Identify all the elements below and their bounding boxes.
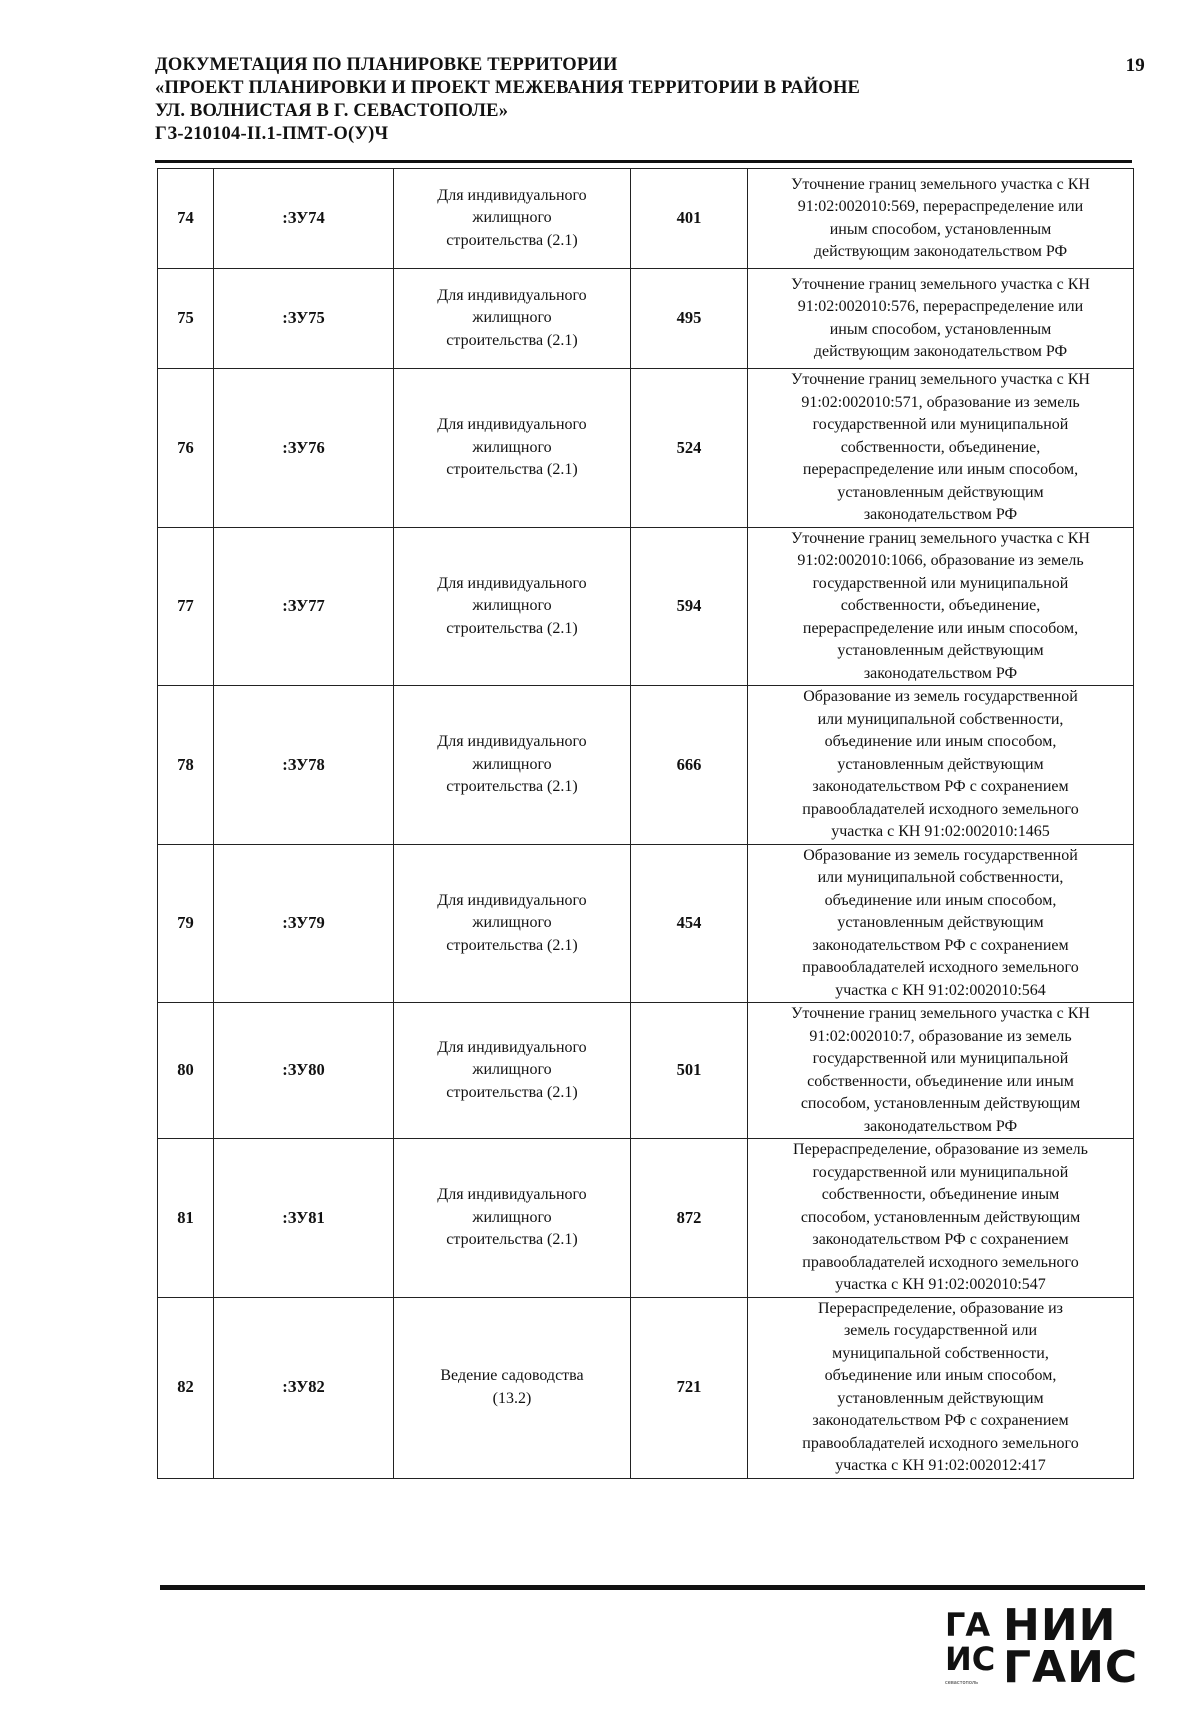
formation-method-line: участка с КН 91:02:002010:564 — [835, 981, 1046, 999]
land-use-line: строительства (2.1) — [446, 1231, 578, 1248]
land-use-cell — [394, 1003, 631, 1139]
plot-code-cell: :ЗУ81 — [214, 1139, 394, 1298]
formation-method-cell — [748, 844, 1134, 1003]
formation-method-cell — [748, 1003, 1134, 1139]
logo-mark-icon — [945, 1606, 996, 1678]
area-cell: 401 — [631, 169, 748, 269]
formation-method-line: Образование из земель государственной — [803, 846, 1078, 864]
formation-method-line: Перераспределение, образование из — [818, 1299, 1063, 1317]
area-cell: 594 — [631, 527, 748, 686]
land-use-cell — [394, 169, 631, 269]
land-use-line: строительства (2.1) — [446, 619, 578, 637]
plot-code-cell: :ЗУ82 — [214, 1297, 394, 1478]
area-cell: 872 — [631, 1139, 748, 1298]
land-use-line: строительства (2.1) — [446, 331, 578, 349]
table-row — [158, 1297, 1134, 1478]
area-cell: 495 — [631, 269, 748, 369]
formation-method-line: 91:02:002010:569, перераспределение или — [797, 198, 1084, 215]
land-use-cell — [394, 527, 631, 686]
formation-method-line: действующим законодательством РФ — [813, 243, 1068, 260]
formation-method-line: объединение или иным способом, — [824, 733, 1057, 750]
formation-method-cell — [748, 1297, 1134, 1478]
formation-method-line: установленным действующим — [837, 483, 1044, 501]
header-title-line-2: «ПРОЕКТ ПЛАНИРОВКИ И ПРОЕКТ МЕЖЕВАНИЯ ТЕРРИТОРИИ В РАЙОНЕ — [155, 78, 861, 98]
row-number-cell: 80 — [158, 1003, 214, 1139]
formation-method-line: участка с КН 91:02:002010:547 — [835, 1276, 1046, 1293]
plot-code-cell: :ЗУ76 — [214, 369, 394, 528]
formation-method-line: Перераспределение, образование из земель — [793, 1141, 1088, 1158]
formation-method-line: муниципальной собственности, — [832, 1344, 1049, 1362]
formation-method-line: или муниципальной собственности, — [817, 869, 1064, 886]
land-use-line: строительства (2.1) — [446, 936, 578, 954]
row-number-cell: 78 — [158, 686, 214, 845]
row-number-cell: 82 — [158, 1297, 214, 1478]
formation-method-cell — [748, 1139, 1134, 1298]
land-use-line: строительства (2.1) — [446, 231, 578, 249]
formation-method-cell — [748, 269, 1134, 369]
formation-method-line: собственности, объединение иным — [821, 1186, 1060, 1203]
formation-method-line: собственности, объединение, — [840, 597, 1041, 614]
formation-method-line: иным способом, установленным — [829, 320, 1052, 338]
table-row — [158, 1003, 1134, 1139]
formation-method-line: государственной или муниципальной — [812, 1050, 1069, 1067]
row-number-cell: 76 — [158, 369, 214, 528]
land-use-line: жилищного — [472, 755, 552, 773]
formation-method-line: перераспределение или иным способом, — [802, 461, 1079, 478]
row-number-cell: 75 — [158, 269, 214, 369]
formation-method-line: государственной или муниципальной — [812, 574, 1069, 592]
land-use-line: Для индивидуального — [437, 891, 587, 909]
formation-method-line: государственной или муниципальной — [812, 1163, 1069, 1181]
land-use-line: жилищного — [472, 1061, 552, 1079]
area-cell: 501 — [631, 1003, 748, 1139]
formation-method-line: Образование из земель государственной — [803, 688, 1078, 705]
formation-method-line: 91:02:002010:571, образование из земель — [801, 393, 1080, 411]
formation-method-line: Уточнение границ земельного участка с КН — [791, 1005, 1090, 1022]
header-title-line-3: УЛ. ВОЛНИСТАЯ В Г. СЕВАСТОПОЛЕ» — [155, 101, 509, 121]
land-use-line: Для индивидуального — [437, 186, 587, 204]
formation-method-cell — [748, 369, 1134, 528]
formation-method-line: правообладателей исходного земельного — [802, 959, 1079, 976]
formation-method-line: установленным действующим — [837, 755, 1044, 773]
logo-word-top: НИИ — [1003, 1600, 1117, 1651]
formation-method-line: собственности, объединение, — [840, 438, 1041, 456]
area-cell: 721 — [631, 1297, 748, 1478]
footer-divider — [160, 1585, 1145, 1590]
formation-method-line: действующим законодательством РФ — [813, 343, 1068, 360]
formation-method-line: Уточнение границ земельного участка с КН — [791, 371, 1090, 388]
table-row — [158, 844, 1134, 1003]
land-use-line: Для индивидуального — [437, 416, 587, 433]
formation-method-line: 91:02:002010:1066, образование из земель — [797, 552, 1084, 569]
formation-method-line: участка с КН 91:02:002012:417 — [835, 1457, 1046, 1474]
row-number-cell: 79 — [158, 844, 214, 1003]
table-row — [158, 527, 1134, 686]
logo-caption: севастополь — [945, 1680, 979, 1686]
formation-method-line: объединение или иным способом, — [824, 1367, 1057, 1384]
land-use-line: Для индивидуального — [437, 1038, 587, 1056]
header-divider — [155, 160, 1132, 163]
formation-method-line: способом, установленным действующим — [800, 1208, 1081, 1226]
land-use-cell — [394, 269, 631, 369]
formation-method-line: способом, установленным действующим — [800, 1095, 1081, 1112]
land-use-cell — [394, 1139, 631, 1298]
table-row — [158, 686, 1134, 845]
formation-method-line: Уточнение границ земельного участка с КН — [791, 529, 1090, 547]
formation-method-line: установленным действующим — [837, 1389, 1044, 1407]
land-use-cell — [394, 1297, 631, 1478]
land-use-line: Для индивидуального — [437, 1186, 587, 1203]
formation-method-line: или муниципальной собственности, — [817, 710, 1064, 728]
land-use-line: Для индивидуального — [437, 733, 587, 750]
formation-method-line: законодательством РФ с сохранением — [812, 1412, 1069, 1429]
row-number-cell: 81 — [158, 1139, 214, 1298]
land-use-line: строительства (2.1) — [446, 1083, 578, 1101]
land-use-line: жилищного — [472, 914, 552, 931]
formation-method-line: законодательством РФ с сохранением — [812, 778, 1069, 795]
land-use-line: строительства (2.1) — [446, 778, 578, 795]
formation-method-cell — [748, 169, 1134, 269]
formation-method-line: законодательством РФ с сохранением — [812, 1231, 1069, 1248]
table-row — [158, 1139, 1134, 1298]
plot-code-cell: :ЗУ80 — [214, 1003, 394, 1139]
formation-method-line: правообладателей исходного земельного — [802, 1253, 1079, 1271]
logo-mark-top: ГА — [945, 1606, 991, 1644]
formation-method-line: законодательством РФ — [863, 506, 1018, 523]
plot-code-cell: :ЗУ79 — [214, 844, 394, 1003]
formation-method-line: установленным действующим — [837, 914, 1044, 931]
land-use-line: Ведение садоводства — [440, 1367, 584, 1384]
plot-code-cell: :ЗУ78 — [214, 686, 394, 845]
formation-method-line: 91:02:002010:576, перераспределение или — [797, 298, 1084, 315]
land-use-cell — [394, 686, 631, 845]
table-row — [158, 269, 1134, 369]
formation-method-line: законодательством РФ — [863, 664, 1018, 682]
logo-mark-bottom: ИС — [945, 1640, 996, 1678]
formation-method-line: собственности, объединение или иным — [807, 1072, 1074, 1090]
logo-word-bottom: ГАИС — [1003, 1642, 1139, 1693]
formation-method-line: законодательством РФ — [863, 1117, 1018, 1135]
row-number-cell: 74 — [158, 169, 214, 269]
formation-method-line: перераспределение или иным способом, — [802, 619, 1079, 637]
formation-method-line: правообладателей исходного земельного — [802, 800, 1079, 818]
land-use-cell — [394, 369, 631, 528]
land-use-line: жилищного — [472, 438, 552, 456]
header-title-line-1: ДОКУМЕТАЦИЯ ПО ПЛАНИРОВКЕ ТЕРРИТОРИИ — [155, 55, 618, 75]
formation-method-line: Уточнение границ земельного участка с КН — [791, 275, 1090, 293]
formation-method-line: иным способом, установленным — [829, 220, 1052, 238]
land-use-line: жилищного — [472, 597, 552, 614]
land-plots-table — [157, 168, 1134, 1479]
row-number-cell: 77 — [158, 527, 214, 686]
formation-method-line: законодательством РФ с сохранением — [812, 936, 1069, 954]
formation-method-cell — [748, 686, 1134, 845]
formation-method-line: Уточнение границ земельного участка с КН — [791, 175, 1090, 193]
plot-code-cell: :ЗУ74 — [214, 169, 394, 269]
area-cell: 524 — [631, 369, 748, 528]
header-document-code: ГЗ-210104-II.1-ПМТ-О(У)Ч — [155, 124, 389, 144]
land-use-line: жилищного — [472, 209, 552, 227]
plot-code-cell: :ЗУ77 — [214, 527, 394, 686]
formation-method-cell — [748, 527, 1134, 686]
niigais-logo — [945, 1600, 1139, 1693]
land-use-line: Для индивидуального — [437, 574, 587, 592]
formation-method-line: правообладателей исходного земельного — [802, 1434, 1079, 1452]
land-use-line: жилищного — [472, 309, 552, 327]
formation-method-line: государственной или муниципальной — [812, 416, 1069, 433]
land-use-line: (13.2) — [492, 1389, 532, 1407]
area-cell: 454 — [631, 844, 748, 1003]
document-header — [155, 54, 1145, 146]
area-cell: 666 — [631, 686, 748, 845]
plot-code-cell: :ЗУ75 — [214, 269, 394, 369]
formation-method-line: земель государственной или — [843, 1322, 1038, 1339]
formation-method-line: объединение или иным способом, — [824, 891, 1057, 909]
land-use-cell — [394, 844, 631, 1003]
table-row — [158, 169, 1134, 269]
formation-method-line: установленным действующим — [837, 642, 1044, 659]
formation-method-line: участка с КН 91:02:002010:1465 — [831, 823, 1050, 840]
land-use-line: жилищного — [472, 1208, 552, 1226]
page-number: 19 — [1125, 55, 1145, 76]
land-use-line: строительства (2.1) — [446, 461, 578, 478]
land-use-line: Для индивидуального — [437, 286, 587, 304]
formation-method-line: 91:02:002010:7, образование из земель — [809, 1027, 1072, 1045]
table-body — [158, 169, 1134, 1479]
table-row — [158, 369, 1134, 528]
